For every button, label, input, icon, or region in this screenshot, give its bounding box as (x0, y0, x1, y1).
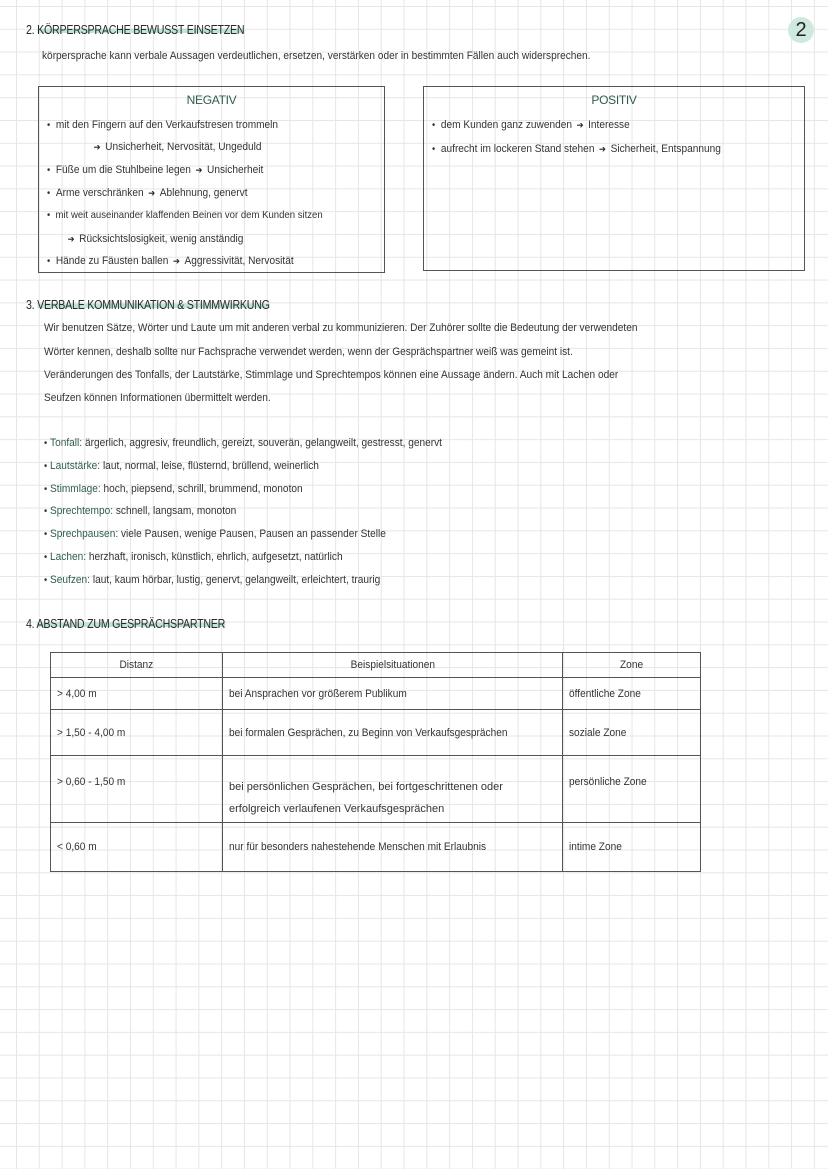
section-3-paragraph-line-4: Seufzen können Informationen übermittelt werden. (44, 392, 271, 404)
section-3-paragraph-line-3: Veränderungen des Tonfalls, der Lautstärke, Stimmlage und Sprechtempos können eine Aussage ändern. Auch mit Lachen oder (44, 369, 619, 381)
negativ-item-4-result: ➔ Rücksichtslosigkeit, wenig anständig (67, 233, 244, 245)
voice-list-item-sprechtempo: • Sprechtempo: schnell, langsam, monoton (44, 505, 237, 517)
arrow-icon: ➔ (576, 120, 584, 130)
table-cell-zone: intime Zone (563, 823, 701, 872)
voice-key: Lautstärke: (50, 460, 101, 472)
positiv-box (423, 86, 805, 271)
voice-key: Seufzen: (50, 574, 90, 586)
arrow-icon: ➔ (93, 142, 101, 152)
voice-list-item-sprechpausen: • Sprechpausen: viele Pausen, wenige Pausen, Pausen an passender Stelle (44, 528, 386, 540)
voice-list-item-seufzen: • Seufzen: laut, kaum hörbar, lustig, genervt, gelangweilt, erleichtert, traurig (44, 574, 381, 586)
negativ-item-5: • Hände zu Fäusten ballen ➔ Aggressivität, Nervosität (47, 255, 294, 267)
section-3-title: VERBALE KOMMUNIKATION & STIMMWIRKUNG (37, 297, 270, 312)
arrow-icon: ➔ (67, 234, 75, 244)
table-header-distanz: Distanz (51, 653, 223, 678)
voice-list-item-tonfall: • Tonfall: ärgerlich, aggresiv, freundlich, gereizt, souverän, gelangweilt, gestresst, genervt (44, 437, 442, 449)
table-cell-distanz: < 0,60 m (51, 823, 223, 872)
table-cell-situation: bei formalen Gesprächen, zu Beginn von Verkaufsgesprächen (223, 710, 563, 756)
negativ-item-3: • Arme verschränken ➔ Ablehnung, genervt (47, 187, 248, 199)
table-cell-situation: nur für besonders nahestehende Menschen mit Erlaubnis (223, 823, 563, 872)
arrow-icon: ➔ (599, 144, 606, 154)
positiv-item-1: • dem Kunden ganz zuwenden ➔ Interesse (432, 119, 630, 131)
page-number-badge: 2 (788, 17, 814, 43)
section-2-number: 2. (26, 22, 35, 37)
table-row (51, 756, 701, 823)
voice-key: Sprechpausen: (50, 528, 119, 540)
table-cell-distanz: > 0,60 - 1,50 m (51, 756, 223, 823)
arrow-icon: ➔ (148, 188, 156, 198)
voice-key: Tonfall: (50, 437, 83, 449)
voice-key: Stimmlage: (50, 483, 101, 495)
table-row (51, 823, 701, 872)
section-4-number: 4. (26, 616, 35, 631)
voice-list-item-lachen: • Lachen: herzhaft, ironisch, künstlich, ehrlich, aufgesetzt, natürlich (44, 551, 343, 563)
table-cell-situation: bei Ansprachen vor größerem Publikum (223, 678, 563, 710)
table-cell-distanz: > 4,00 m (51, 678, 223, 710)
distance-table (50, 652, 701, 872)
negativ-title: NEGATIV (186, 93, 237, 107)
section-4-title: ABSTAND ZUM GESPRÄCHSPARTNER (36, 616, 226, 631)
section-3-heading (26, 297, 270, 312)
table-header-row (51, 653, 701, 678)
table-cell-zone: soziale Zone (563, 710, 701, 756)
section-3-paragraph-line-1: Wir benutzen Sätze, Wörter und Laute um mit anderen verbal zu kommunizieren. Der Zuhörer sollte die Bedeutung der verwendeten (44, 322, 638, 334)
negativ-box (38, 86, 385, 273)
voice-list-item-lautstaerke: • Lautstärke: laut, normal, leise, flüsternd, brüllend, weinerlich (44, 460, 319, 472)
voice-key: Lachen: (50, 551, 87, 563)
negativ-item-2: • Füße um die Stuhlbeine legen ➔ Unsicherheit (47, 164, 264, 176)
arrow-icon: ➔ (172, 256, 180, 266)
table-header-zone: Zone (563, 653, 701, 678)
positiv-item-2: • aufrecht im lockeren Stand stehen ➔ Sicherheit, Entspannung (432, 143, 721, 155)
table-row (51, 678, 701, 710)
negativ-item-1: • mit den Fingern auf den Verkaufstresen trommeln (47, 119, 279, 131)
section-3-paragraph-line-2: Wörter kennen, deshalb sollte nur Fachsprache verwendet werden, wenn der Gesprächspartner weiß was gemeint ist. (44, 346, 573, 358)
table-cell-zone: persönliche Zone (563, 756, 701, 823)
table-header-beispielsituationen: Beispielsituationen (223, 653, 563, 678)
voice-list-item-stimmlage: • Stimmlage: hoch, piepsend, schrill, brummend, monoton (44, 483, 303, 495)
section-2-heading (26, 22, 244, 37)
table-row (51, 710, 701, 756)
section-2-intro: körpersprache kann verbale Aussagen verdeutlichen, ersetzen, verstärken oder in bestimmten Fällen auch widersprechen. (42, 50, 591, 62)
section-4-heading (26, 616, 225, 631)
section-2-title: KÖRPERSPRACHE BEWUSST EINSETZEN (37, 22, 245, 37)
negativ-item-1-result: ➔ Unsicherheit, Nervosität, Ungeduld (93, 141, 262, 153)
negativ-item-4: • mit weit auseinander klaffenden Beinen vor dem Kunden sitzen (47, 210, 323, 221)
table-cell-zone: öffentliche Zone (563, 678, 701, 710)
voice-key: Sprechtempo: (50, 505, 114, 517)
positiv-title: POSITIV (591, 93, 637, 107)
table-cell-situation: bei persönlichen Gesprächen, bei fortgeschrittenen oder erfolgreich verlaufenen Verkaufsgesprächen (223, 756, 563, 823)
section-3-number: 3. (26, 297, 35, 312)
table-cell-distanz: > 1,50 - 4,00 m (51, 710, 223, 756)
arrow-icon: ➔ (195, 165, 203, 175)
